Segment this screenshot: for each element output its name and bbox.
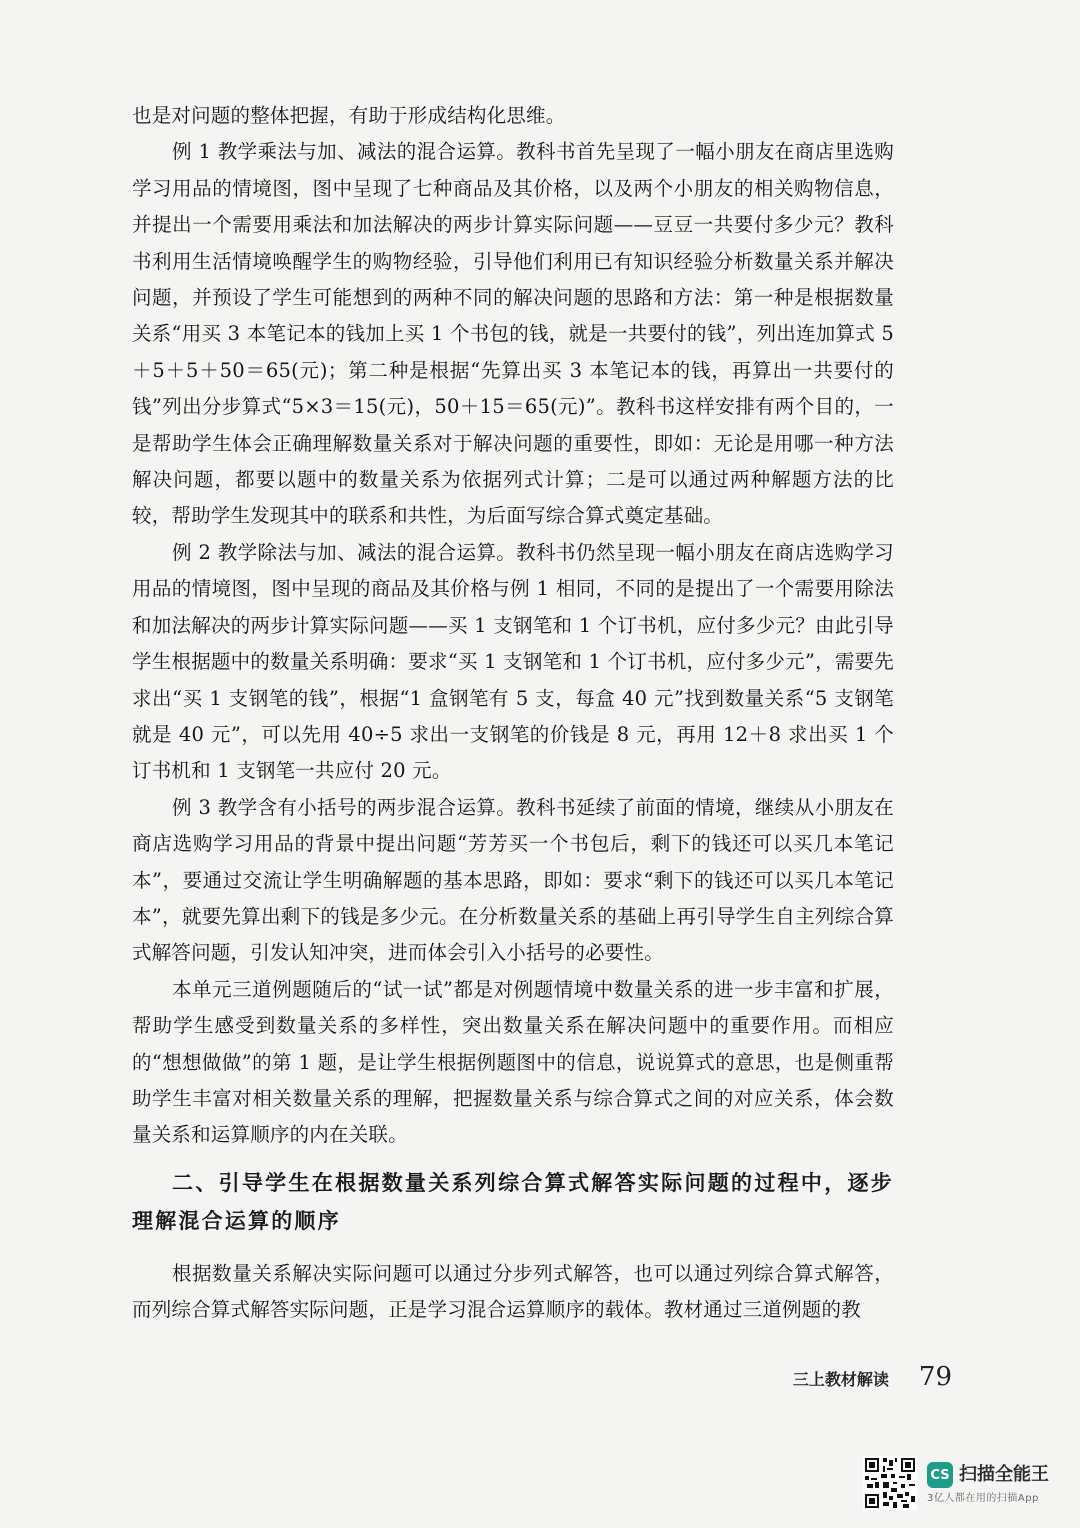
watermark-tagline: 3亿人都在用的扫描App — [927, 1493, 1039, 1504]
camscanner-logo-icon: CS — [927, 1462, 953, 1488]
paragraph-continuation: 也是对问题的整体把握，有助于形成结构化思维。 — [132, 104, 566, 127]
watermark-text — [927, 1462, 1049, 1504]
paragraph-summary: 本单元三道例题随后的“试一试”都是对例题情境中数量关系的进一步丰富和扩展，帮助学生感受到数量关系的多样性，突出数量关系在解决问题中的重要作用。而相应的“想想做做”的第 1 题，是让学生根据例题图中的信息，说说算式的意思，也是侧重帮助学生丰富对相关数量关系的理解，把握数量关系与综合算式之间的对应关系，体会数量关系和运算顺序的内在关联。 — [132, 977, 894, 1147]
section-heading: 二、引导学生在根据数量关系列综合算式解答实际问题的过程中，逐步理解混合运算的顺序 — [132, 1170, 894, 1233]
qr-code-icon — [863, 1456, 917, 1510]
watermark-app-name: 扫描全能王 — [959, 1464, 1049, 1485]
footer-book-title: 三上教材解读 — [792, 1370, 889, 1389]
paragraph-example-1: 例 1 教学乘法与加、减法的混合运算。教科书首先呈现了一幅小朋友在商店里选购学习用品的情境图，图中呈现了七种商品及其价格，以及两个小朋友的相关购物信息，并提出一个需要用乘法和加法解决的两步计算实际问题——豆豆一共要付多少元？教科书利用生活情境唤醒学生的购物经验，引导他们利用已有知识经验分析数量关系并解决问题，并预设了学生可能想到的两种不同的解决问题的思路和方法：第一种是根据数量关系“用买 3 本笔记本的钱加上买 1 个书包的钱，就是一共要付的钱”，列出连加算式 5＋5＋5＋50＝65(元)；第二种是根据“先算出买 3 本笔记本的钱，再算出一共要付的钱”列出分步算式“5×3＝15(元)，50＋15＝65(元)”。教科书这样安排有两个目的，一是帮助学生体会正确理解数量关系对于解决问题的重要性，即如：无论是用哪一种方法解决问题，都要以题中的数量关系为依据列式计算；二是可以通过两种解题方法的比较，帮助学生发现其中的联系和共性，为后面写综合算式奠定基础。 — [132, 140, 894, 528]
paragraph-example-3: 例 3 教学含有小括号的两步混合运算。教科书延续了前面的情境，继续从小朋友在商店选购学习用品的背景中提出问题“芳芳买一个书包后，剩下的钱还可以买几本笔记本”，要通过交流让学生明确解题的基本思路，即如：要求“剩下的钱还可以买几本笔记本”，就要先算出剩下的钱是多少元。在分析数量关系的基础上再引导学生自主列综合算式解答问题，引发认知冲突，进而体会引入小括号的必要性。 — [132, 795, 894, 965]
paragraph-section-intro: 根据数量关系解决实际问题可以通过分步列式解答，也可以通过列综合算式解答，而列综合算式解答实际问题，正是学习混合运算顺序的载体。教材通过三道例题的教 — [132, 1261, 894, 1322]
body-text — [132, 98, 894, 1329]
scanner-watermark — [863, 1456, 1049, 1510]
paragraph-example-2: 例 2 教学除法与加、减法的混合运算。教科书仍然呈现一幅小朋友在商店选购学习用品的情境图，图中呈现的商品及其价格与例 1 相同，不同的是提出了一个需要用除法和加法解决的两步计算实际问题——买 1 支钢笔和 1 个订书机，应付多少元？由此引导学生根据题中的数量关系明确：要求“买 1 支钢笔和 1 个订书机，应付多少元”，需要先求出“买 1 支钢笔的钱”，根据“1 盒钢笔有 5 支，每盒 40 元”找到数量关系“5 支钢笔就是 40 元”，可以先用 40÷5 求出一支钢笔的价钱是 8 元，再用 12＋8 求出买 1 个订书机和 1 支钢笔一共应付 20 元。 — [132, 540, 894, 783]
page-footer — [793, 1362, 952, 1392]
page-number: 79 — [918, 1362, 952, 1392]
